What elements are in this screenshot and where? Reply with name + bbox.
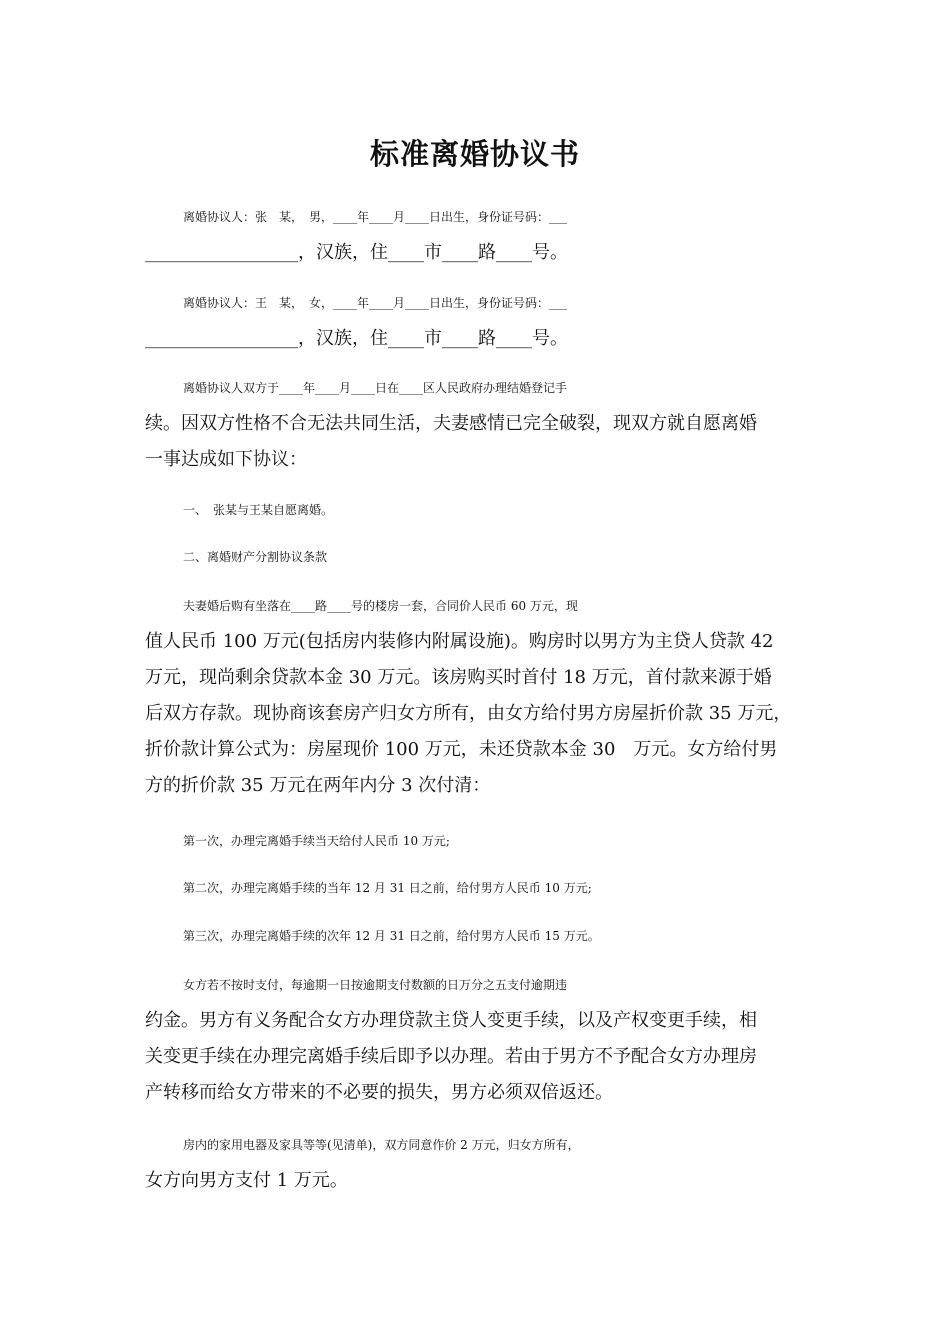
payment-1-text: 第一次，办理完离婚手续当天给付人民币 10 万元; (183, 834, 450, 848)
appliances-paragraph (145, 1127, 807, 1199)
payment-3-text: 第三次，办理完离婚手续的次年 12 月 31 日之前，给付男方人民币 15 万元。 (183, 929, 600, 943)
house-line-5: 折价款计算公式为：房屋现价 100 万元，未还贷款本金 30 万元。女方给付男 (145, 739, 778, 760)
penalty-line-3: 关变更手续在办理完离婚手续后即予以办理。若由于男方不予配合女方办理房 (145, 1046, 757, 1067)
payment-3 (145, 918, 807, 954)
party1-paragraph (145, 199, 807, 271)
house-line-6: 方的折价款 35 万元在两年内分 3 次付清： (145, 775, 491, 796)
penalty-line-2: 约金。男方有义务配合女方办理贷款主贷人变更手续，以及产权变更手续，相 (145, 1010, 757, 1031)
party2-line-2: _________________，汉族，住____市____路____号。 (145, 328, 568, 349)
clause-2-heading (145, 539, 807, 575)
intro-paragraph (145, 370, 807, 478)
party2-paragraph (145, 285, 807, 357)
party1-line-1: 离婚协议人：张 某， 男，____年____月____日出生，身份证号码：___ (183, 210, 568, 224)
appliances-line-2: 女方向男方支付 1 万元。 (145, 1170, 348, 1191)
penalty-paragraph (145, 967, 807, 1111)
house-line-2: 值人民币 100 万元(包括房内装修内附属设施)。购房时以男方为主贷人贷款 42 (145, 631, 774, 652)
party1-line-2: _________________，汉族，住____市____路____号。 (145, 242, 568, 263)
penalty-line-1: 女方若不按时支付，每逾期一日按逾期支付数额的日万分之五支付逾期违 (183, 978, 568, 992)
clause-2-text: 二、离婚财产分割协议条款 (183, 550, 328, 564)
house-paragraph (145, 588, 807, 804)
party2-line-1: 离婚协议人：王 某， 女，____年____月____日出生，身份证号码：___ (183, 296, 568, 310)
payment-2 (145, 870, 807, 906)
house-line-1: 夫妻婚后购有坐落在____路____号的楼房一套，合同价人民币 60 万元，现 (183, 599, 578, 613)
penalty-line-4: 产转移而给女方带来的不必要的损失，男方必须双倍返还。 (145, 1082, 613, 1103)
clause-1 (145, 492, 807, 528)
intro-line-3: 一事达成如下协议： (145, 449, 307, 470)
clause-1-text: 一、 张某与王某自愿离婚。 (183, 503, 334, 517)
house-line-3: 万元，现尚剩余贷款本金 30 万元。该房购买时首付 18 万元，首付款来源于婚 (145, 667, 772, 688)
document-title: 标准离婚协议书 (369, 137, 580, 171)
payment-1 (145, 823, 807, 859)
payment-2-text: 第二次，办理完离婚手续的当年 12 月 31 日之前，给付男方人民币 10 万元; (183, 881, 592, 895)
house-line-4: 后双方存款。现协商该套房产归女方所有，由女方给付男方房屋折价款 35 万元， (145, 703, 792, 724)
intro-line-2: 续。因双方性格不合无法共同生活，夫妻感情已完全破裂，现双方就自愿离婚 (145, 413, 757, 434)
appliances-line-1: 房内的家用电器及家具等等(见清单)，双方同意作价 2 万元，归女方所有， (183, 1138, 580, 1152)
intro-line-1: 离婚协议人双方于____年____月____日在____区人民政府办理结婚登记手 (183, 381, 568, 395)
